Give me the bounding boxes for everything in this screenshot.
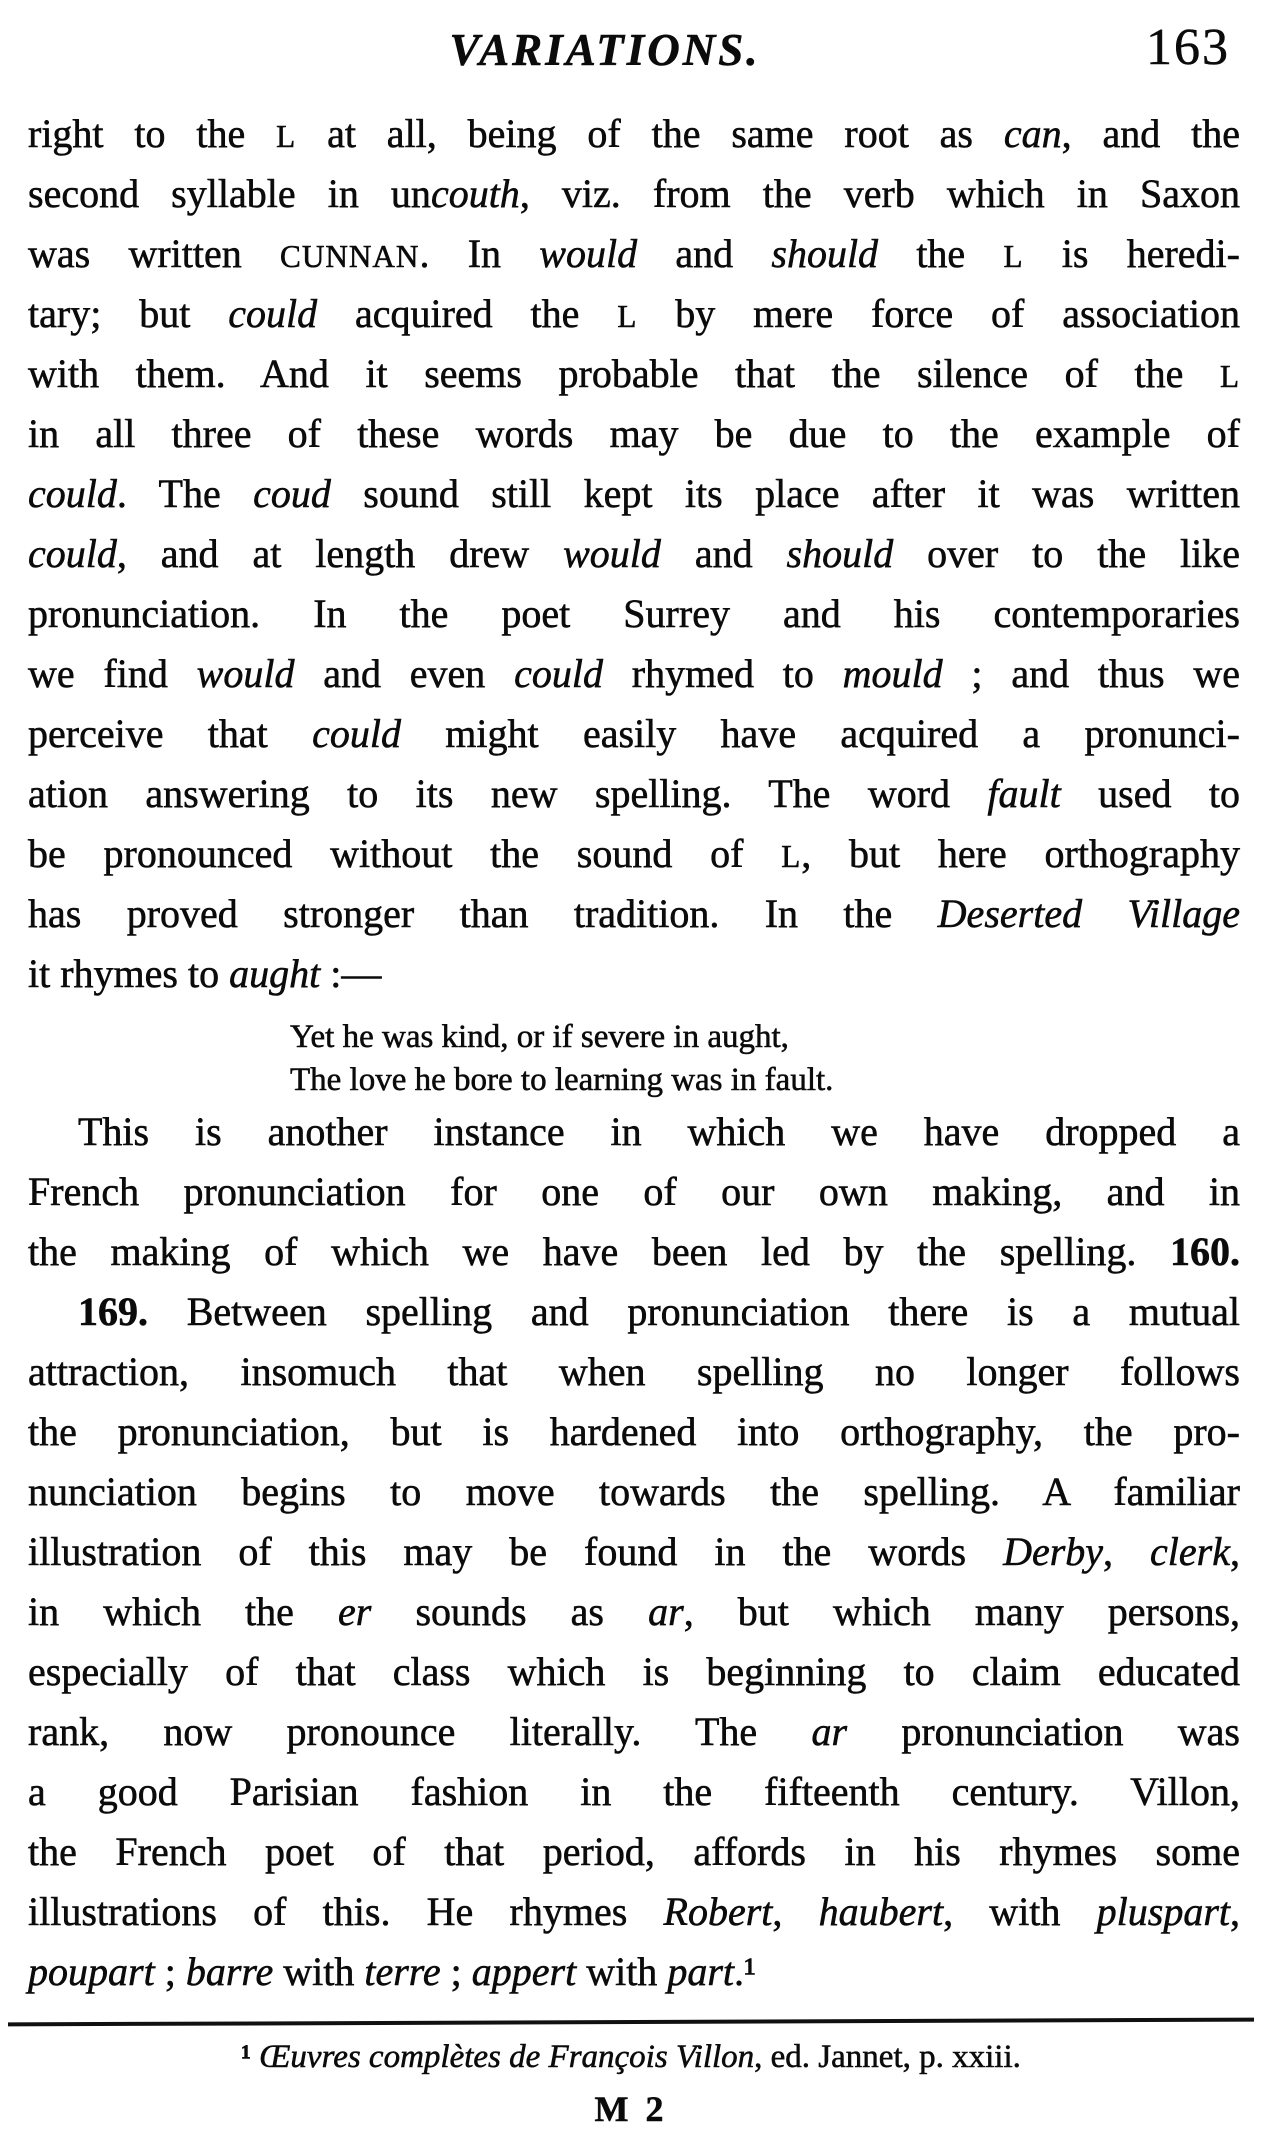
text-segment: could — [514, 651, 603, 696]
text-line — [28, 404, 1240, 464]
text-segment: with — [273, 1949, 365, 1994]
text-line — [28, 644, 1240, 704]
text-segment: ; — [154, 1949, 186, 1994]
text-line — [28, 1522, 1240, 1582]
text-segment: can — [1003, 111, 1062, 156]
text-segment: pluspart — [1096, 1889, 1230, 1934]
text-segment: barre — [185, 1949, 274, 1994]
text-segment: , but here orthography — [801, 831, 1241, 876]
text-segment: could — [312, 711, 401, 756]
text-segment: 160. — [1170, 1229, 1240, 1274]
text-segment: :— — [320, 951, 382, 996]
paragraph-2 — [28, 1102, 1240, 1282]
text-line — [28, 284, 1240, 344]
text-segment: and — [637, 231, 772, 276]
text-line — [28, 164, 1240, 224]
text-segment: might easily have acquired a pronunci- — [400, 711, 1240, 756]
text-segment: , viz. from the verb which in Saxon — [519, 171, 1240, 216]
text-segment: part — [667, 1949, 734, 1994]
text-segment: L — [1219, 359, 1240, 394]
printer-signature: M 2 — [594, 2089, 668, 2129]
text-line — [28, 1762, 1240, 1822]
text-segment: couth — [430, 171, 520, 216]
text-segment: perceive that — [28, 711, 313, 756]
text-segment: the French poet of that period, affords in his rhymes some — [28, 1829, 1240, 1874]
text-segment: would — [539, 231, 638, 276]
text-line — [28, 1222, 1240, 1282]
text-segment: coud — [253, 471, 331, 516]
text-segment: L — [617, 299, 638, 334]
text-segment: 169. — [78, 1289, 148, 1334]
text-segment: ation answering to its new spelling. The word — [28, 771, 988, 816]
text-segment: This is another instance in which we have dropped a — [78, 1109, 1240, 1154]
text-line — [28, 1102, 1240, 1162]
text-segment: should — [771, 231, 879, 276]
text-segment: rank, now pronounce literally. The — [28, 1709, 812, 1754]
text-segment: , — [772, 1889, 819, 1934]
text-segment: especially of that class which is beginning to claim educated — [28, 1649, 1240, 1694]
text-line — [28, 584, 1240, 644]
text-segment: L — [276, 119, 297, 154]
text-line — [28, 1882, 1240, 1942]
text-line — [290, 1016, 990, 1059]
text-line — [28, 764, 1240, 824]
text-segment: was written — [28, 231, 281, 276]
text-segment: .¹ — [734, 1949, 756, 1994]
text-segment: Between spelling and pronunciation there is a mutual — [148, 1289, 1240, 1334]
text-segment: acquired the — [317, 291, 618, 336]
text-segment: aught — [229, 951, 321, 996]
text-segment: attraction, insomuch that when spelling no longer follows — [28, 1349, 1240, 1394]
text-segment: ; — [440, 1949, 472, 1994]
text-segment: French pronunciation for one of our own making, and in — [28, 1169, 1240, 1214]
text-segment: the — [878, 231, 1004, 276]
text-segment: mould — [842, 651, 943, 696]
text-segment: , — [1230, 1889, 1240, 1934]
text-segment: CUNNAN — [280, 239, 420, 274]
text-segment: . In — [419, 231, 540, 276]
text-segment: . The — [116, 471, 254, 516]
running-title: VARIATIONS. — [449, 25, 761, 75]
text-segment: pronunciation was — [847, 1709, 1240, 1754]
text-line — [28, 1342, 1240, 1402]
text-segment: the pronunciation, but is hardened into orthography, the pro- — [28, 1409, 1240, 1454]
verse-quote — [290, 1016, 990, 1102]
text-line — [28, 1462, 1240, 1522]
text-segment: , ed. Jannet, p. xxiii. — [754, 2039, 1021, 2075]
text-segment: and even — [294, 651, 515, 696]
text-line — [28, 1162, 1240, 1222]
paragraph-1 — [28, 104, 1240, 1004]
text-segment: we find — [28, 651, 197, 696]
text-line — [28, 1822, 1240, 1882]
text-line — [28, 464, 1240, 524]
text-segment: , — [1230, 1529, 1240, 1574]
text-segment: illustration of this may be found in the words — [28, 1529, 1004, 1574]
text-segment: in which the — [28, 1589, 339, 1634]
text-segment: tary; but — [28, 291, 229, 336]
footnote-rule — [8, 2018, 1254, 2027]
text-line — [28, 224, 1240, 284]
text-line — [28, 524, 1240, 584]
page-header — [0, 16, 1262, 96]
text-segment: by mere force of association — [637, 291, 1240, 336]
text-segment: pronunciation. In the poet Surrey and his contemporaries — [28, 591, 1240, 636]
text-segment: appert — [471, 1949, 577, 1994]
text-segment: , — [1103, 1529, 1151, 1574]
text-segment: clerk — [1150, 1529, 1230, 1574]
text-segment: and — [660, 531, 787, 576]
text-segment: Derby — [1003, 1529, 1104, 1574]
text-line — [28, 344, 1240, 404]
text-line — [0, 2036, 1262, 2078]
text-line — [28, 704, 1240, 764]
text-segment: , but which many persons, — [683, 1589, 1241, 1634]
text-line — [28, 1582, 1240, 1642]
page-number: 163 — [1146, 19, 1230, 76]
text-line — [28, 1702, 1240, 1762]
text-line — [28, 824, 1240, 884]
text-segment: ar — [811, 1709, 848, 1754]
text-segment: illustrations of this. He rhymes — [28, 1889, 664, 1934]
text-segment: haubert — [818, 1889, 944, 1934]
text-line — [28, 104, 1240, 164]
text-segment: Robert — [663, 1889, 773, 1934]
text-line — [28, 1942, 1240, 2002]
text-segment: right to the — [28, 111, 277, 156]
text-segment: with them. And it seems probable that the silence of the — [28, 351, 1220, 396]
text-line — [28, 884, 1240, 944]
text-segment: er — [338, 1589, 372, 1634]
text-segment: , and at length drew — [116, 531, 564, 576]
text-segment: L — [781, 839, 802, 874]
text-segment: would — [196, 651, 295, 696]
text-segment: poupart — [28, 1949, 155, 1994]
text-segment: ¹ — [241, 2039, 260, 2075]
text-segment: the making of which we have been led by the spelling. — [28, 1229, 1170, 1274]
text-segment: Deserted Village — [937, 891, 1240, 936]
text-segment: sound still kept its place after it was written — [330, 471, 1240, 516]
text-segment: a good Parisian fashion in the fifteenth century. Villon, — [28, 1769, 1240, 1814]
text-segment: Œuvres complètes de François Villon — [259, 2039, 755, 2075]
text-segment: be pronounced without the sound of — [28, 831, 782, 876]
text-segment: should — [786, 531, 894, 576]
text-segment: fault — [987, 771, 1061, 816]
text-segment: it rhymes to — [28, 951, 230, 996]
text-segment: has proved stronger than tradition. In the — [28, 891, 938, 936]
text-segment: could — [28, 471, 117, 516]
text-segment: with — [576, 1949, 668, 1994]
text-segment: , and the — [1061, 111, 1241, 156]
text-segment: nunciation begins to move towards the spelling. A familiar — [28, 1469, 1240, 1514]
text-segment: at all, being of the same root as — [296, 111, 1004, 156]
text-segment: The love he bore to learning was in fault. — [290, 1062, 834, 1098]
text-segment: , with — [943, 1889, 1097, 1934]
text-line — [28, 1402, 1240, 1462]
text-segment: in all three of these words may be due to the example of — [28, 411, 1240, 456]
text-segment: rhymed to — [602, 651, 843, 696]
text-segment: would — [563, 531, 661, 576]
text-segment: could — [28, 531, 117, 576]
text-segment: terre — [364, 1949, 441, 1994]
text-line — [28, 1282, 1240, 1342]
text-line — [28, 1642, 1240, 1702]
text-segment: ar — [648, 1589, 684, 1634]
text-segment: could — [228, 291, 318, 336]
text-segment: second syllable in un — [28, 171, 431, 216]
footnote — [0, 2036, 1262, 2078]
text-segment: L — [1003, 239, 1024, 274]
text-segment: used to — [1060, 771, 1240, 816]
text-segment: sounds as — [371, 1589, 649, 1634]
text-segment: is heredi- — [1023, 231, 1240, 276]
paragraph-3 — [28, 1282, 1240, 2002]
text-segment: ; and thus we — [942, 651, 1240, 696]
text-line — [290, 1059, 990, 1102]
text-segment: over to the like — [893, 531, 1240, 576]
text-line — [28, 944, 1240, 1004]
text-segment: Yet he was kind, or if severe in aught, — [290, 1019, 789, 1055]
